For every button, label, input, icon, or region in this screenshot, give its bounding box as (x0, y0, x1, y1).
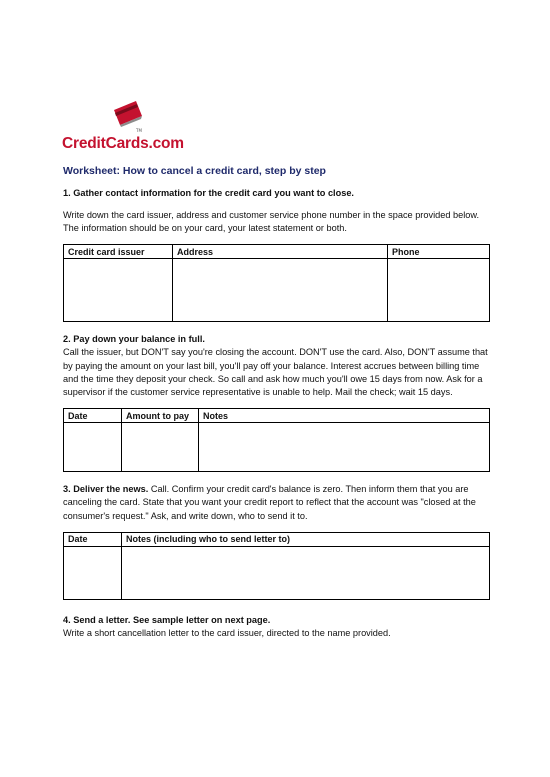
step3-paragraph (63, 483, 491, 523)
col-phone: Phone (388, 245, 490, 259)
step1-heading: 1. Gather contact information for the credit card you want to close. (63, 188, 354, 198)
address-cell[interactable] (173, 259, 388, 322)
notes-cell[interactable] (199, 423, 490, 472)
col-date: Date (64, 532, 122, 546)
step3-body: Call. Confirm your credit card's balance is zero. Then inform them that you are canceling the card. State that you want your credit report to reflect that the account was "closed at the consumer's request." Ask, and write down, who to send it to. (63, 484, 476, 521)
date-cell[interactable] (64, 546, 122, 599)
logo-wordmark: CreditCards.com (62, 135, 184, 152)
step2-table (63, 408, 490, 472)
notes-cell[interactable] (122, 546, 490, 599)
date-cell[interactable] (64, 423, 122, 472)
step3-table (63, 532, 490, 600)
col-date: Date (64, 409, 122, 423)
page-title: Worksheet: How to cancel a credit card, step by step (63, 165, 326, 177)
credit-card-logo-icon (112, 100, 144, 134)
creditcards-logo (62, 100, 192, 156)
step3-heading: 3. Deliver the news. (63, 484, 149, 495)
step2-heading: 2. Pay down your balance in full. (63, 334, 205, 345)
col-notes-including-who: Notes (including who to send letter to) (122, 532, 490, 546)
step4-heading: 4. Send a letter. See sample letter on next page. (63, 614, 271, 625)
col-amount-to-pay: Amount to pay (122, 409, 199, 423)
trademark-mark: TM (136, 128, 142, 133)
worksheet-content (63, 165, 491, 640)
col-credit-card-issuer: Credit card issuer (64, 245, 173, 259)
col-notes: Notes (199, 409, 490, 423)
step1-body: Write down the card issuer, address and customer service phone number in the space provided below. The information should be on your card, your latest statement or both. (63, 210, 480, 234)
amount-cell[interactable] (122, 423, 199, 472)
phone-cell[interactable] (388, 259, 490, 322)
col-address: Address (173, 245, 388, 259)
step2-body: Call the issuer, but DON'T say you're closing the account. DON'T use the card. Also, DON'T assume that by paying the amount on your last bill, you'll pay off your balance. Interest accrues between billing time and the time they deposit your check. So call and ask how much you'll owe 15 days from now. Ask for a supervisor if the customer service representative is unable to help. Mail the check; wait 15 days. (63, 347, 488, 398)
step4-body: Write a short cancellation letter to the card issuer, directed to the name provided. (63, 627, 391, 638)
step1-table (63, 244, 490, 322)
issuer-cell[interactable] (64, 259, 173, 322)
